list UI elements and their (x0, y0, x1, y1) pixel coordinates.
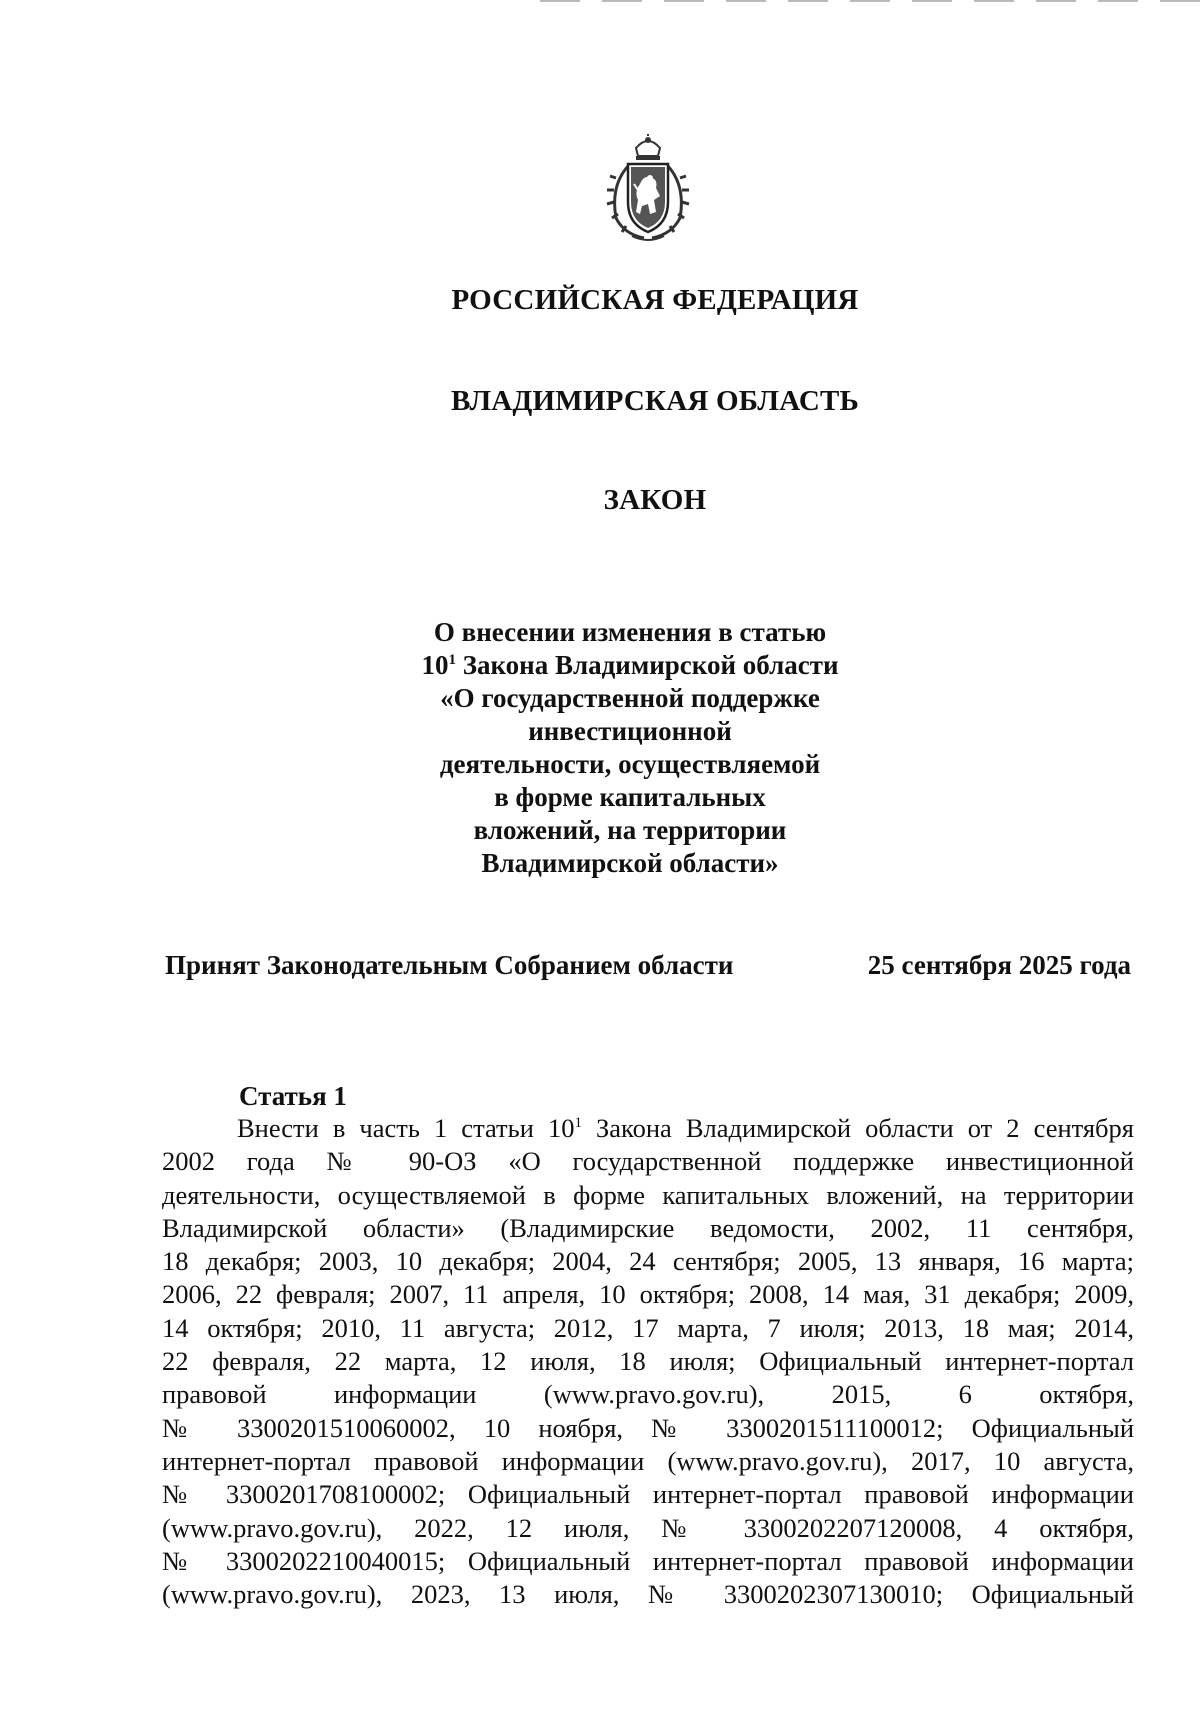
adoption-date: 25 сентября 2025 года (867, 950, 1131, 980)
scan-edge-line (540, 0, 1200, 2)
document-type-heading: ЗАКОН (603, 484, 707, 516)
title-line: деятельности, осуществляемой (439, 749, 821, 779)
body-line: 22 февраля, 22 марта, 12 июля, 18 июля; Официальный интернет-портал (162, 1346, 1134, 1377)
body-line: 14 октября; 2010, 11 августа; 2012, 17 марта, 7 июля; 2013, 18 мая; 2014, (162, 1312, 1134, 1343)
country-heading: РОССИЙСКАЯ ФЕДЕРАЦИЯ (451, 284, 859, 316)
article-heading: Статья 1 (239, 1081, 347, 1111)
title-line: инвестиционной (528, 716, 732, 746)
body-line: правовой информации (www.pravo.gov.ru), 2015, 6 октября, (162, 1379, 1134, 1410)
adoption-line (165, 950, 1131, 981)
body-line: 2006, 22 февраля; 2007, 11 апреля, 10 октября; 2008, 14 мая, 31 декабря; 2009, (162, 1279, 1134, 1310)
body-line: № 3300201510060002, 10 ноября, № 3300201511100012; Официальный (162, 1412, 1134, 1443)
law-title (380, 616, 880, 880)
title-line: $10^1$ Закона Владимирской области (421, 650, 839, 680)
article-body (162, 1112, 1134, 1611)
body-line: № 3300201708100002; Официальный интернет-портал правовой информации (162, 1479, 1134, 1510)
body-line: деятельности, осуществляемой в форме капитальных вложений, на территории (162, 1179, 1134, 1210)
body-line: (www.pravo.gov.ru), 2023, 13 июля, № 3300202307130010; Официальный (162, 1579, 1134, 1610)
title-line: «О государственной поддержке (440, 683, 820, 713)
body-line: № 3300202210040015; Официальный интернет-портал правовой информации (162, 1545, 1134, 1576)
title-line: вложений, на территории (473, 815, 787, 845)
body-line: 2002 года № 90-ОЗ «О государственной поддержке инвестиционной (162, 1146, 1134, 1177)
adopted-by-label: Принят Законодательным Собранием области (165, 950, 734, 980)
body-line: Внести в часть 1 статьи $10^1$ Закона Владимирской области от 2 сентября (237, 1113, 1134, 1143)
body-line: 18 декабря; 2003, 10 декабря; 2004, 24 сентября; 2005, 13 января, 16 марта; (162, 1246, 1134, 1277)
title-line: в форме капитальных (494, 782, 766, 812)
title-line: О внесении изменения в статью (433, 617, 827, 647)
body-line: интернет-портал правовой информации (www.pravo.gov.ru), 2017, 10 августа, (162, 1445, 1134, 1476)
body-line: Владимирской области» (Владимирские ведомости, 2002, 11 сентября, (162, 1212, 1134, 1243)
coat-of-arms-icon (602, 134, 694, 246)
region-heading: ВЛАДИМИРСКАЯ ОБЛАСТЬ (451, 385, 859, 417)
body-line: (www.pravo.gov.ru), 2022, 12 июля, № 3300202207120008, 4 октября, (162, 1512, 1134, 1543)
title-line: Владимирской области» (481, 848, 779, 878)
